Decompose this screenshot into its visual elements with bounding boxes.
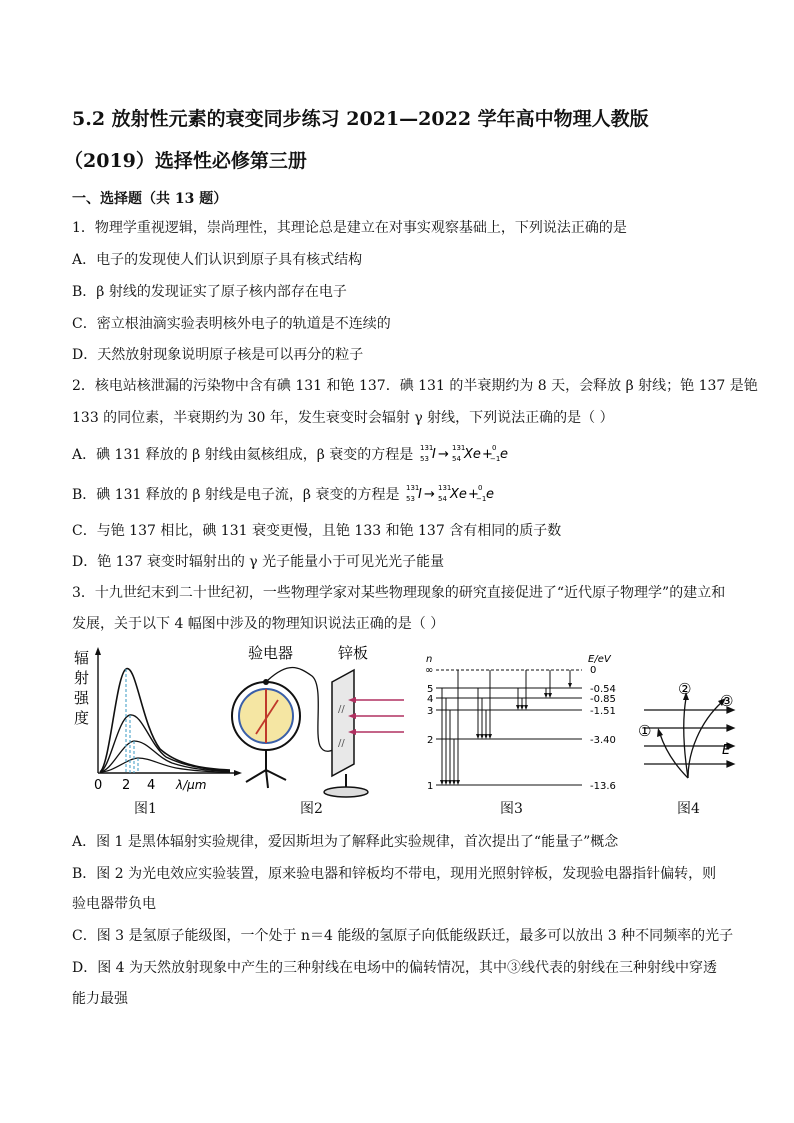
fig3-level-2-n: 2 xyxy=(427,735,434,746)
figure-1-blackbody xyxy=(70,645,245,795)
q3-option-b-line1: B．图 2 为光电效应实验装置，原来验电器和锌板均不带电，现用光照射锌板，发现验电器指针偏转，则 xyxy=(72,866,717,882)
fig3-caption: 图3 xyxy=(500,801,523,817)
q1-option-b: B．β 射线的发现证实了原子核内部存在电子 xyxy=(72,284,347,300)
fig3-n-label: n xyxy=(426,654,433,665)
figure-4-rays-in-field xyxy=(634,682,746,786)
figure-3-energy-levels xyxy=(420,652,620,800)
svg-text:Xe: Xe xyxy=(463,447,481,462)
svg-text:I: I xyxy=(417,487,422,502)
q1-stem: 1．物理学重视逻辑，崇尚理性，其理论总是建立在对事实观察基础上，下列说法正确的是 xyxy=(72,220,627,236)
svg-text:−1: −1 xyxy=(489,455,501,463)
svg-text:→: → xyxy=(423,487,435,502)
fig4-ray1-label: ① xyxy=(638,722,652,740)
fig2-label-plate: 锌板 xyxy=(338,644,369,662)
svg-text:+: + xyxy=(467,487,479,502)
q3-option-d-line2: 能力最强 xyxy=(72,991,128,1007)
q2-option-d: D．铯 137 衰变时辐射出的 γ 光子能量小于可见光光子能量 xyxy=(72,554,445,570)
svg-text:−1: −1 xyxy=(475,495,487,503)
fig3-level-4-e: -0.85 xyxy=(590,694,616,705)
svg-text:0: 0 xyxy=(477,484,483,492)
fig3-level-3-n: 3 xyxy=(427,706,434,717)
fig1-ylabel-1: 辐 xyxy=(74,649,90,667)
svg-text:e: e xyxy=(499,447,508,462)
q2-option-a-equation xyxy=(418,442,526,468)
q3-option-b-line2: 验电器带负电 xyxy=(72,896,156,912)
svg-text:54: 54 xyxy=(451,455,461,463)
svg-text:131: 131 xyxy=(451,444,466,452)
fig4-ray2-label: ② xyxy=(678,682,692,698)
section-heading: 一、选择题（共 13 题） xyxy=(72,191,228,207)
q2-stem-line2: 133 的同位素，半衰期约为 30 年，发生衰变时会辐射 γ 射线，下列说法正确的是（ ） xyxy=(72,410,614,426)
q3-stem-line1: 3．十九世纪末到二十世纪初，一些物理学家对某些物理现象的研究直接促进了“近代原子物理学”的建立和 xyxy=(72,585,726,601)
fig1-ylabel-3: 强 xyxy=(74,689,90,707)
svg-text://: // xyxy=(338,738,345,749)
svg-text://: // xyxy=(338,704,345,715)
doc-title-line2: （2019）选择性必修第三册 xyxy=(64,150,307,172)
q2-option-a xyxy=(72,442,526,468)
fig3-level-3-e: -1.51 xyxy=(590,706,616,717)
q2-stem-line1: 2．核电站核泄漏的污染物中含有碘 131 和铯 137．碘 131 的半衰期约为 8 天，会释放 β 射线；铯 137 是铯 xyxy=(72,378,758,394)
q3-option-d-line1: D．图 4 为天然放射现象中产生的三种射线在电场中的偏转情况，其中③线代表的射线在三种射线中穿透 xyxy=(72,960,718,976)
q1-option-d: D．天然放射现象说明原子核是可以再分的粒子 xyxy=(72,347,364,363)
fig1-ylabel-4: 度 xyxy=(74,709,90,727)
svg-text:Xe: Xe xyxy=(449,487,467,502)
q2-option-b-equation xyxy=(404,482,512,508)
svg-text:I: I xyxy=(431,447,436,462)
fig4-field-label: E xyxy=(722,743,731,758)
fig3-level-2-e: -3.40 xyxy=(590,735,616,746)
fig1-ylabel-2: 射 xyxy=(74,669,90,687)
q2-option-c: C．与铯 137 相比，碘 131 衰变更慢，且铯 133 和铯 137 含有相同的质子数 xyxy=(72,523,562,539)
svg-text:54: 54 xyxy=(437,495,447,503)
q1-option-a: A．电子的发现使人们认识到原子具有核式结构 xyxy=(72,252,363,268)
q2-option-b xyxy=(72,482,512,508)
fig1-xlabel: λ/μm xyxy=(176,778,207,792)
svg-text:+: + xyxy=(481,447,493,462)
fig2-label-electroscope: 验电器 xyxy=(248,644,294,662)
q1-option-c: C．密立根油滴实验表明核外电子的轨道是不连续的 xyxy=(72,316,391,332)
fig1-xtick-0: 0 xyxy=(94,778,103,793)
fig1-xtick-2: 2 xyxy=(122,778,131,793)
figure-2-photoelectric xyxy=(228,642,414,802)
fig3-level-5-n: 5 xyxy=(427,684,434,695)
fig1-xtick-4: 4 xyxy=(147,778,156,793)
q2-option-a-text: A．碘 131 释放的 β 射线由氦核组成，β 衰变的方程是 xyxy=(72,447,414,463)
fig3-level-inf-n: ∞ xyxy=(425,665,434,676)
fig3-level-inf-e: 0 xyxy=(590,665,597,676)
fig3-level-1-e: -13.6 xyxy=(590,781,616,792)
svg-text:e: e xyxy=(485,487,494,502)
fig1-caption: 图1 xyxy=(134,801,157,817)
fig3-level-4-n: 4 xyxy=(427,694,434,705)
q3-stem-line2: 发展，关于以下 4 幅图中涉及的物理知识说法正确的是（ ） xyxy=(72,616,445,632)
svg-text:131: 131 xyxy=(437,484,452,492)
fig3-level-5-e: -0.54 xyxy=(590,684,616,695)
doc-title-line1: 5.2 放射性元素的衰变同步练习 2021—2022 学年高中物理人教版 xyxy=(72,108,649,130)
svg-text:131: 131 xyxy=(419,444,434,452)
svg-text:131: 131 xyxy=(405,484,420,492)
fig3-e-label: E/eV xyxy=(588,654,611,665)
fig4-caption: 图4 xyxy=(677,801,700,817)
q2-option-b-text: B．碘 131 释放的 β 射线是电子流，β 衰变的方程是 xyxy=(72,487,400,503)
q3-option-c: C．图 3 是氢原子能级图，一个处于 n＝4 能级的氢原子向低能级跃迁，最多可以放出 3 种不同频率的光子 xyxy=(72,928,734,944)
svg-text:→: → xyxy=(437,447,449,462)
fig4-ray3-label: ③ xyxy=(720,692,734,710)
q3-option-a: A．图 1 是黑体辐射实验规律，爱因斯坦为了解释此实验规律，首次提出了“能量子”概念 xyxy=(72,834,619,850)
svg-text:53: 53 xyxy=(405,495,415,503)
svg-text:0: 0 xyxy=(491,444,497,452)
fig3-level-1-n: 1 xyxy=(427,781,434,792)
fig2-caption: 图2 xyxy=(300,801,323,817)
svg-text:53: 53 xyxy=(419,455,429,463)
